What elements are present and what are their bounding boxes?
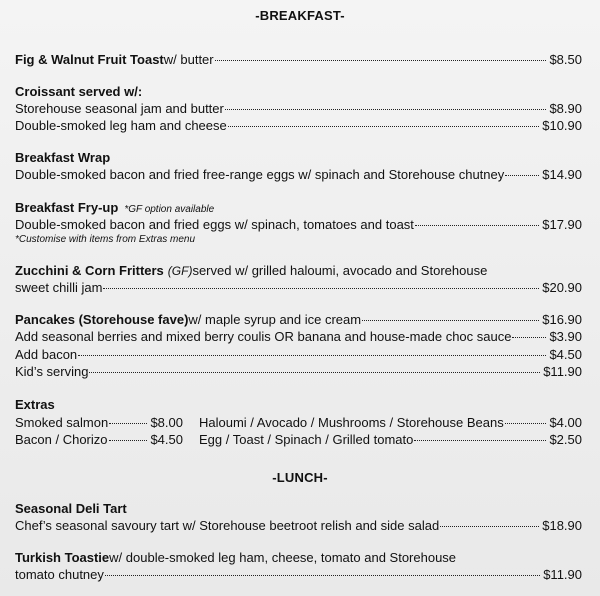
dot-leader: [89, 372, 540, 373]
fritters-heading: Zucchini & Corn Fritters (GF) served w/ grilled haloumi, avocado and Storehouse: [15, 263, 488, 278]
fritters-line: [15, 280, 582, 295]
pancakes-add-berries: Add seasonal berries and mixed berry coulis OR banana and house-made choc sauce $3.90: [15, 329, 582, 344]
extras-heading: Extras: [15, 397, 55, 412]
extra-egg-group: Egg / Toast / Spinach / Grilled tomato $2.50: [199, 432, 582, 447]
lunch-section-title: -LUNCH-: [272, 470, 328, 485]
pancakes-line: [15, 312, 582, 327]
croissant-ham-price: $10.90: [542, 118, 582, 133]
turkish-toastie-text: tomato chutney: [15, 567, 104, 582]
breakfast-fryup-heading: Breakfast Fry-up *GF option available: [15, 200, 215, 215]
pancakes-description: w/ maple syrup and ice cream: [188, 312, 362, 327]
deli-tart-price: $18.90: [542, 518, 582, 533]
dot-leader: [78, 355, 546, 356]
dot-leader: [109, 440, 148, 441]
breakfast-wrap-text: Double-smoked bacon and fried free-range eggs w/ spinach and Storehouse chutney: [15, 167, 505, 182]
breakfast-fryup-text: Double-smoked bacon and fried eggs w/ spinach, tomatoes and toast: [15, 217, 414, 232]
dot-leader: [109, 423, 147, 424]
breakfast-wrap-line: [15, 167, 582, 182]
breakfast-wrap-price: $14.90: [542, 167, 582, 182]
breakfast-wrap-heading: Breakfast Wrap: [15, 150, 111, 165]
fig-toast-name: Fig & Walnut Fruit Toast: [15, 52, 164, 67]
turkish-toastie-line: [15, 567, 582, 582]
croissant-jam-price: $8.90: [549, 101, 582, 116]
dot-leader: [103, 288, 539, 289]
croissant-jam-text: Storehouse seasonal jam and butter: [15, 101, 224, 116]
dot-leader: [228, 126, 539, 127]
dot-leader: [440, 526, 539, 527]
turkish-toastie-description: w/ double-smoked leg ham, cheese, tomato and Storehouse: [109, 550, 457, 565]
extra-haloumi-group: Haloumi / Avocado / Mushrooms / Storehouse Beans $4.00: [199, 415, 582, 430]
croissant-option-ham: [15, 118, 582, 133]
extras-footnote: *Customise with items from Extras menu: [15, 234, 196, 245]
breakfast-section-title: -BREAKFAST-: [255, 8, 345, 23]
fritters-description: served w/ grilled haloumi, avocado and Storehouse: [192, 263, 488, 278]
croissant-option-jam: [15, 101, 582, 116]
fritters-price: $20.90: [542, 280, 582, 295]
pancakes-price: $16.90: [542, 312, 582, 327]
pancakes-add-bacon: Add bacon $4.50: [15, 347, 582, 362]
fritters-text: sweet chilli jam: [15, 280, 103, 295]
croissant-heading: Croissant served w/:: [15, 84, 143, 99]
breakfast-fryup-line: [15, 217, 582, 232]
dot-leader: [505, 423, 547, 424]
turkish-toastie-heading: Turkish Toastie w/ double-smoked leg ham, cheese, tomato and Storehouse: [15, 550, 457, 565]
deli-tart-line: [15, 518, 582, 533]
extra-smoked-salmon: Smoked salmon $8.00: [15, 415, 183, 430]
dot-leader: [105, 575, 540, 576]
fritters-gf: (GF): [167, 264, 193, 278]
extra-bacon-chorizo: Bacon / Chorizo $4.50: [15, 432, 183, 447]
dot-leader: [512, 337, 546, 338]
gf-option-note: *GF option available: [124, 204, 215, 215]
dot-leader: [362, 320, 539, 321]
dot-leader: [215, 60, 547, 61]
croissant-ham-text: Double-smoked leg ham and cheese: [15, 118, 227, 133]
dot-leader: [505, 175, 539, 176]
pancakes-heading: Pancakes (Storehouse fave): [15, 312, 189, 327]
pancakes-kids-serving: Kid’s serving $11.90: [15, 364, 582, 379]
deli-tart-text: Chef’s seasonal savoury tart w/ Storehouse beetroot relish and side salad: [15, 518, 440, 533]
breakfast-fryup-price: $17.90: [542, 217, 582, 232]
dot-leader: [415, 225, 539, 226]
dot-leader: [225, 109, 547, 110]
deli-tart-heading: Seasonal Deli Tart: [15, 501, 127, 516]
fig-toast-price: $8.50: [549, 52, 582, 67]
dot-leader: [414, 440, 546, 441]
fig-toast-detail: w/ butter: [163, 52, 214, 67]
menu-item-fig-walnut-toast: [15, 52, 582, 67]
turkish-toastie-price: $11.90: [543, 567, 582, 582]
